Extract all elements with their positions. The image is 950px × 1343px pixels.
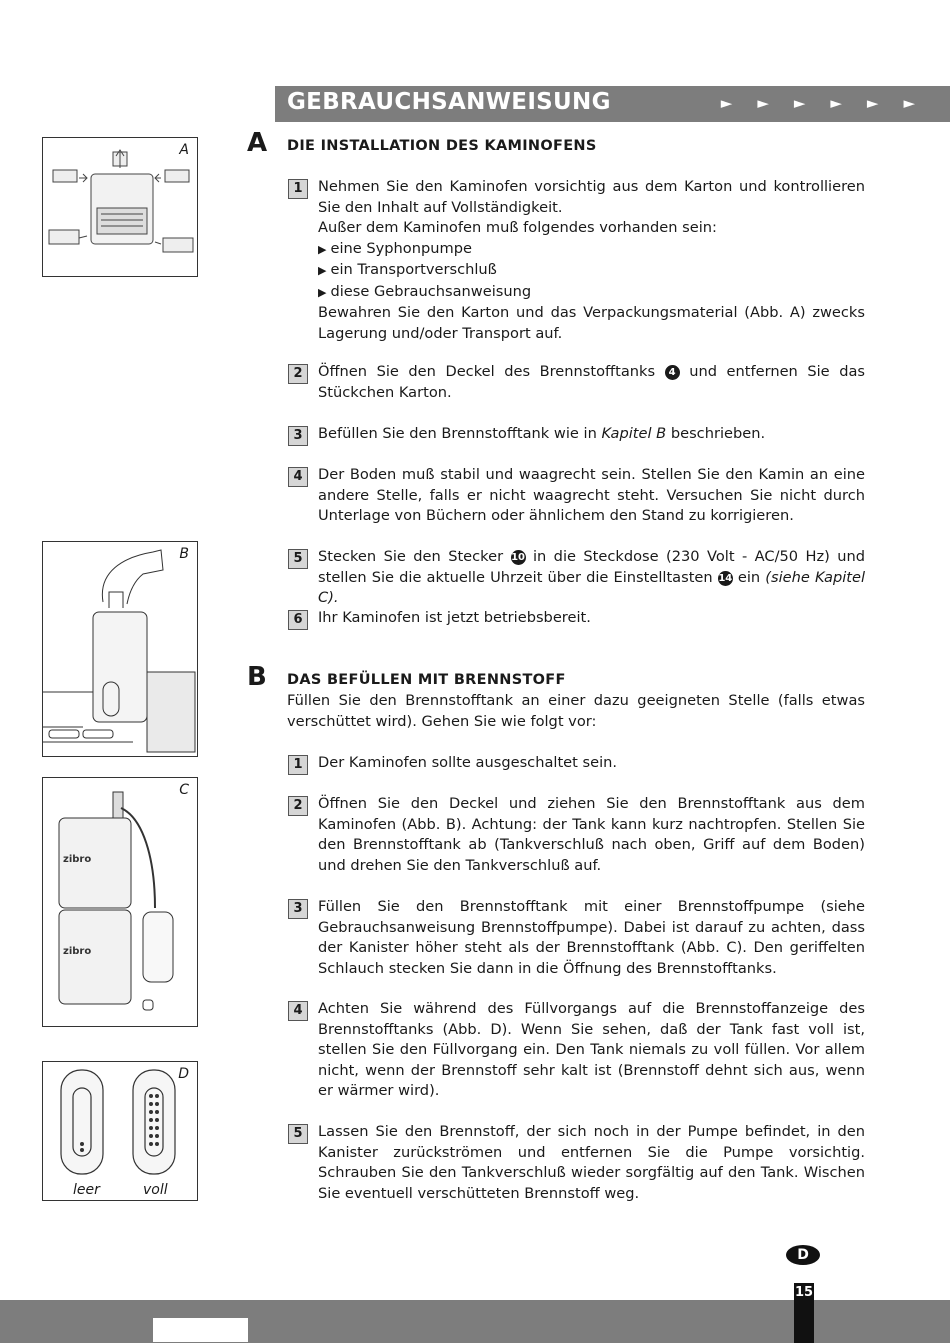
gauge-empty-label: leer — [73, 1182, 100, 1198]
step-a3-text: Befüllen Sie den Brennstofftank wie in Kapitel B beschrieben. — [318, 425, 766, 442]
pump-refill-illustration — [43, 778, 197, 1026]
triangle-bullet-icon: ▶ — [318, 285, 327, 299]
step-number: 5 — [288, 1124, 308, 1144]
step-number: 3 — [288, 899, 308, 919]
reference-number-badge: 10 — [511, 552, 525, 563]
triangle-bullet-icon: ▶ — [318, 264, 327, 277]
section-a-letter: A — [247, 128, 268, 158]
triangle-bullet-icon: ▶ — [318, 242, 327, 256]
step-a4-text: Der Boden muß stabil und waagrecht sein. Stellen Sie den Kamin an eine andere Stelle, falls er nicht waagrecht steht. Versuchen Sie nicht durch Unterlage von Büchern oder ähnlichem den Stand zu korrigieren. — [318, 466, 865, 524]
page-title: GEBRAUCHSANWEISUNG — [287, 89, 611, 115]
step-a2-text: Öffnen Sie den Deckel des Brennstofftanks 4 und entfernen Sie das Stückchen Karton. — [318, 363, 866, 401]
header-arrows: ►►►►►► — [720, 94, 940, 112]
reference-number-badge: 14 — [718, 572, 733, 584]
figure-d — [42, 1061, 198, 1201]
step-b4-text: Achten Sie während des Füllvorgangs auf die Brennstoffanzeige des Brennstofftanks (Abb. D). Wenn Sie sehen, daß der Tank fast voll ist, stellen Sie den Füllvorgang ein. Den Tank niemals zu voll füllen. Vor allem nicht, wenn der Brennstoff sehr kalt ist (Brennstoff dehnt sich aus, wenn er wärmer wird). — [318, 1000, 865, 1099]
step-number: 1 — [288, 179, 308, 199]
step-a6-text: Ihr Kaminofen ist jetzt betriebsbereit. — [318, 609, 591, 626]
figure-label: C — [179, 782, 189, 798]
gauge-full-label: voll — [143, 1182, 168, 1198]
page-number: 15 — [794, 1285, 814, 1300]
footer-label-box — [153, 1318, 248, 1342]
page-number-tab — [794, 1283, 814, 1343]
tank-removal-illustration — [43, 542, 197, 756]
bullet-item: ▶ diese Gebrauchsanweisung — [318, 282, 532, 300]
figure-a — [42, 137, 198, 277]
step-number: 5 — [288, 549, 308, 569]
section-b-intro: Füllen Sie den Brennstofftank an einer dazu geeigneten Stelle (falls etwas verschüttet wird). Gehen Sie wie folgt vor: — [287, 692, 865, 730]
step-number: 2 — [288, 796, 308, 816]
step-a1-p2: Außer dem Kaminofen muß folgendes vorhanden sein: — [318, 219, 717, 236]
figure-b — [42, 541, 198, 757]
figure-label: B — [179, 546, 189, 562]
heater-unpacking-illustration — [43, 138, 197, 276]
section-a-title: DIE INSTALLATION DES KAMINOFENS — [287, 138, 597, 154]
bullet-item: ▶ ein Transportverschluß — [318, 261, 497, 278]
step-number: 3 — [288, 426, 308, 446]
step-b5-text: Lassen Sie den Brennstoff, der sich noch in der Pumpe befindet, in den Kanister zurückströmen und entfernen Sie die Pumpe vorsichtig. Schrauben Sie den Tankverschluß wieder sorgfältig auf den Tank. Wischen Sie eventuell verschütteten Brennstoff weg. — [318, 1123, 865, 1202]
step-a1-text — [318, 177, 865, 344]
language-badge: D — [786, 1245, 820, 1265]
step-number: 2 — [288, 364, 308, 384]
reference-number-badge: 4 — [665, 365, 680, 380]
step-b3-text: Füllen Sie den Brennstofftank mit einer Brennstoffpumpe (siehe Gebrauchsanweisung Brennstoffpumpe). Dabei ist darauf zu achten, dass der Kanister höher steht als der Brennstofftank (Abb. C). Den geriffelten Schlauch stecken Sie dann in die Öffnung des Brennstofftanks. — [318, 898, 865, 977]
header-bar — [275, 86, 950, 122]
step-number: 6 — [288, 610, 308, 630]
brand-logo: zibro — [63, 946, 92, 957]
step-b2-text: Öffnen Sie den Deckel und ziehen Sie den Brennstofftank aus dem Kaminofen (Abb. B). Achtung: der Tank kann kurz nachtropfen. Stellen Sie den Brennstofftank ab (Tankverschluß nach oben, Griff auf dem Boden) und drehen Sie den Tankverschluß auf. — [318, 795, 865, 874]
step-b1-text: Der Kaminofen sollte ausgeschaltet sein. — [318, 754, 618, 771]
figure-label: D — [178, 1066, 189, 1082]
step-a1-p3: Bewahren Sie den Karton und das Verpackungsmaterial (Abb. A) zwecks Lagerung und/oder Transport auf. — [318, 304, 865, 342]
step-number: 4 — [288, 1001, 308, 1021]
step-a5-text: Stecken Sie den Stecker 10 in die Steckdose (230 Volt - AC/50 Hz) und stellen Sie die aktuelle Uhrzeit über die Einstelltasten 14 ein (siehe Kapitel C). — [318, 548, 866, 606]
figure-label: A — [179, 142, 189, 158]
section-b-letter: B — [247, 662, 267, 692]
figure-c — [42, 777, 198, 1027]
step-a1-p1: Nehmen Sie den Kaminofen vorsichtig aus dem Karton und kontrollieren Sie den Inhalt auf Vollständigkeit. — [318, 178, 865, 216]
bullet-item: ▶ eine Syphonpumpe — [318, 239, 472, 257]
step-number: 1 — [288, 755, 308, 775]
fuel-gauge-illustration — [43, 1062, 197, 1200]
brand-logo: zibro — [63, 854, 92, 865]
section-b-title: DAS BEFÜLLEN MIT BRENNSTOFF — [287, 672, 566, 688]
step-number: 4 — [288, 467, 308, 487]
